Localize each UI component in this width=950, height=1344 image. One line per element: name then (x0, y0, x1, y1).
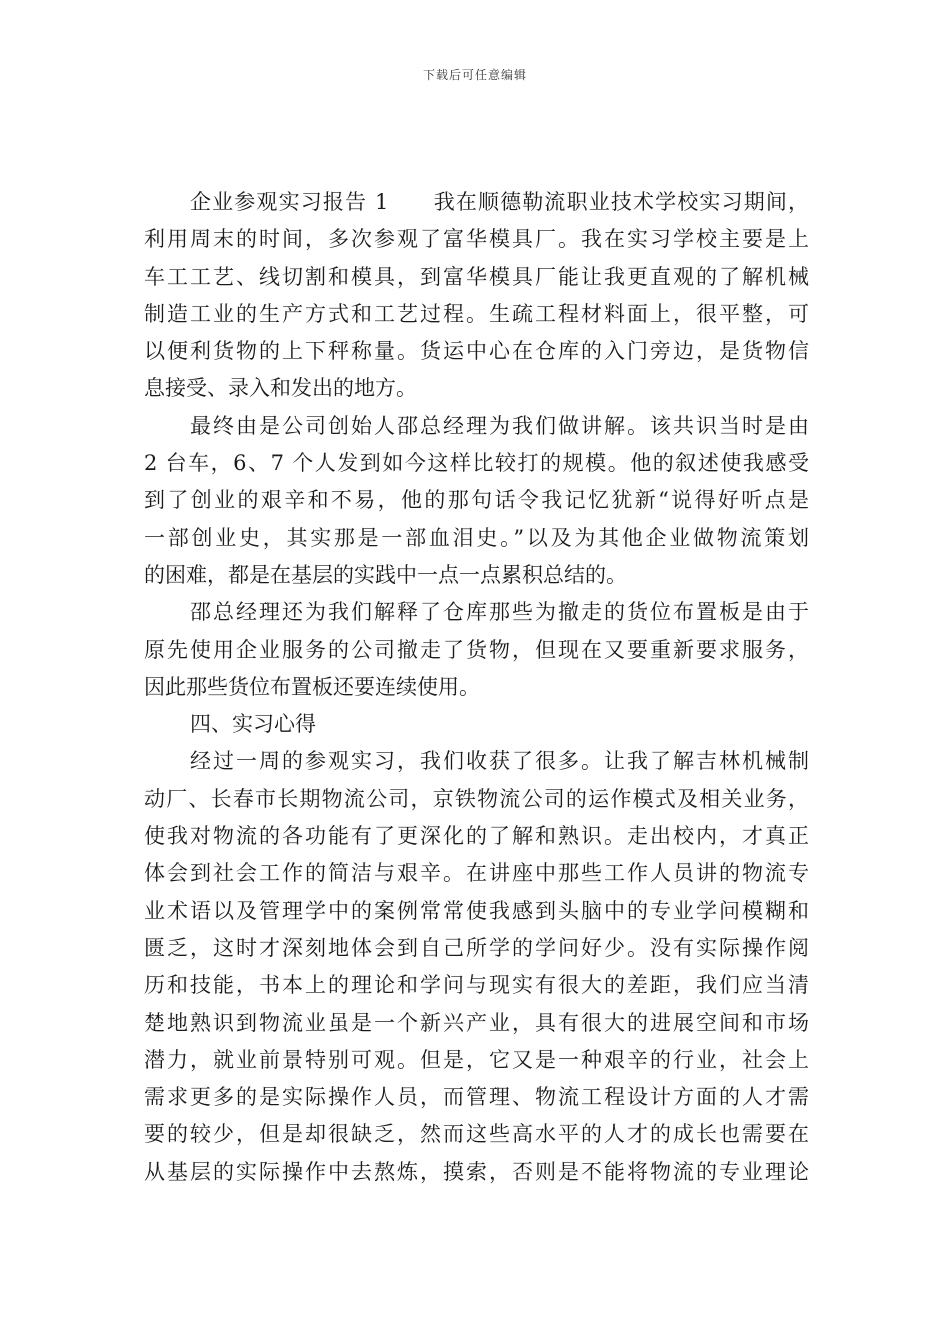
text-line: 潜力，就业前景特别可观。但是，它又是一种艰辛的行业，社会上 (144, 1047, 809, 1072)
header-note: 下载后可任意编辑 (422, 68, 527, 82)
text-line: 一部创业史，其实那是一部血泪史。”以及为其他企业做物流策划 (144, 525, 809, 550)
text-line: 经过一周的参观实习，我们收获了很多。让我了解吉林机械制 (190, 749, 809, 774)
text-line: 邵总经理还为我们解释了仓库那些为撤走的货位布置板是由于 (190, 600, 809, 625)
text-line: 的困难，都是在基层的实践中一点一点累积总结的。 (144, 562, 627, 587)
text-line: 四、实习心得 (190, 712, 316, 737)
text-line: 原先使用企业服务的公司撤走了货物，但现在又要重新要求服务， (144, 637, 809, 662)
text-line: 利用周末的时间，多次参观了富华模具厂。我在实习学校主要是上 (144, 227, 809, 252)
text-line: 动厂、长春市长期物流公司，京铁物流公司的运作模式及相关业务， (144, 786, 809, 811)
text-line: 息接受、录入和发出的地方。 (144, 376, 417, 401)
text-line: 历和技能，书本上的理论和学问与现实有很大的差距，我们应当清 (144, 973, 809, 998)
text-line: 车工工艺、线切割和模具，到富华模具厂能让我更直观的了解机械 (144, 264, 809, 289)
text-line: 楚地熟识到物流业虽是一个新兴产业，具有很大的进展空间和市场 (144, 1010, 809, 1035)
text-line: 体会到社会工作的简洁与艰辛。在讲座中那些工作人员讲的物流专 (144, 861, 809, 886)
text-line: 以便利货物的上下秤称量。货运中心在仓库的入门旁边，是货物信 (144, 339, 809, 364)
text-line: 制造工业的生产方式和工艺过程。生疏工程材料面上，很平整，可 (144, 301, 809, 326)
text-line: 2 台车，6、7 个人发到如今这样比较打的规模。他的叙述使我感受 (144, 451, 809, 476)
text-line: 要的较少，但是却很缺乏，然而这些高水平的人才的成长也需要在 (144, 1122, 809, 1147)
text-line: 从基层的实际操作中去熬炼，摸索，否则是不能将物流的专业理论 (144, 1159, 809, 1184)
text-line: 企业参观实习报告 1 我在顺德勒流职业技术学校实习期间， (190, 190, 809, 214)
text-line: 到了创业的艰辛和不易，他的那句话令我记忆犹新“说得好听点是 (144, 488, 809, 513)
text-line: 业术语以及管理学中的案例常常使我感到头脑中的专业学问模糊和 (144, 898, 809, 923)
document-body (144, 184, 809, 1191)
text-line: 最终由是公司创始人邵总经理为我们做讲解。该共识当时是由 (190, 413, 809, 438)
text-line: 使我对物流的各功能有了更深化的了解和熟识。走出校内，才真正 (144, 824, 809, 849)
text-line: 匮乏，这时才深刻地体会到自己所学的学问好少。没有实际操作阅 (144, 935, 809, 960)
text-line: 因此那些货位布置板还要连续使用。 (144, 674, 480, 699)
text-line: 需求更多的是实际操作人员，而管理、物流工程设计方面的人才需 (144, 1085, 809, 1110)
